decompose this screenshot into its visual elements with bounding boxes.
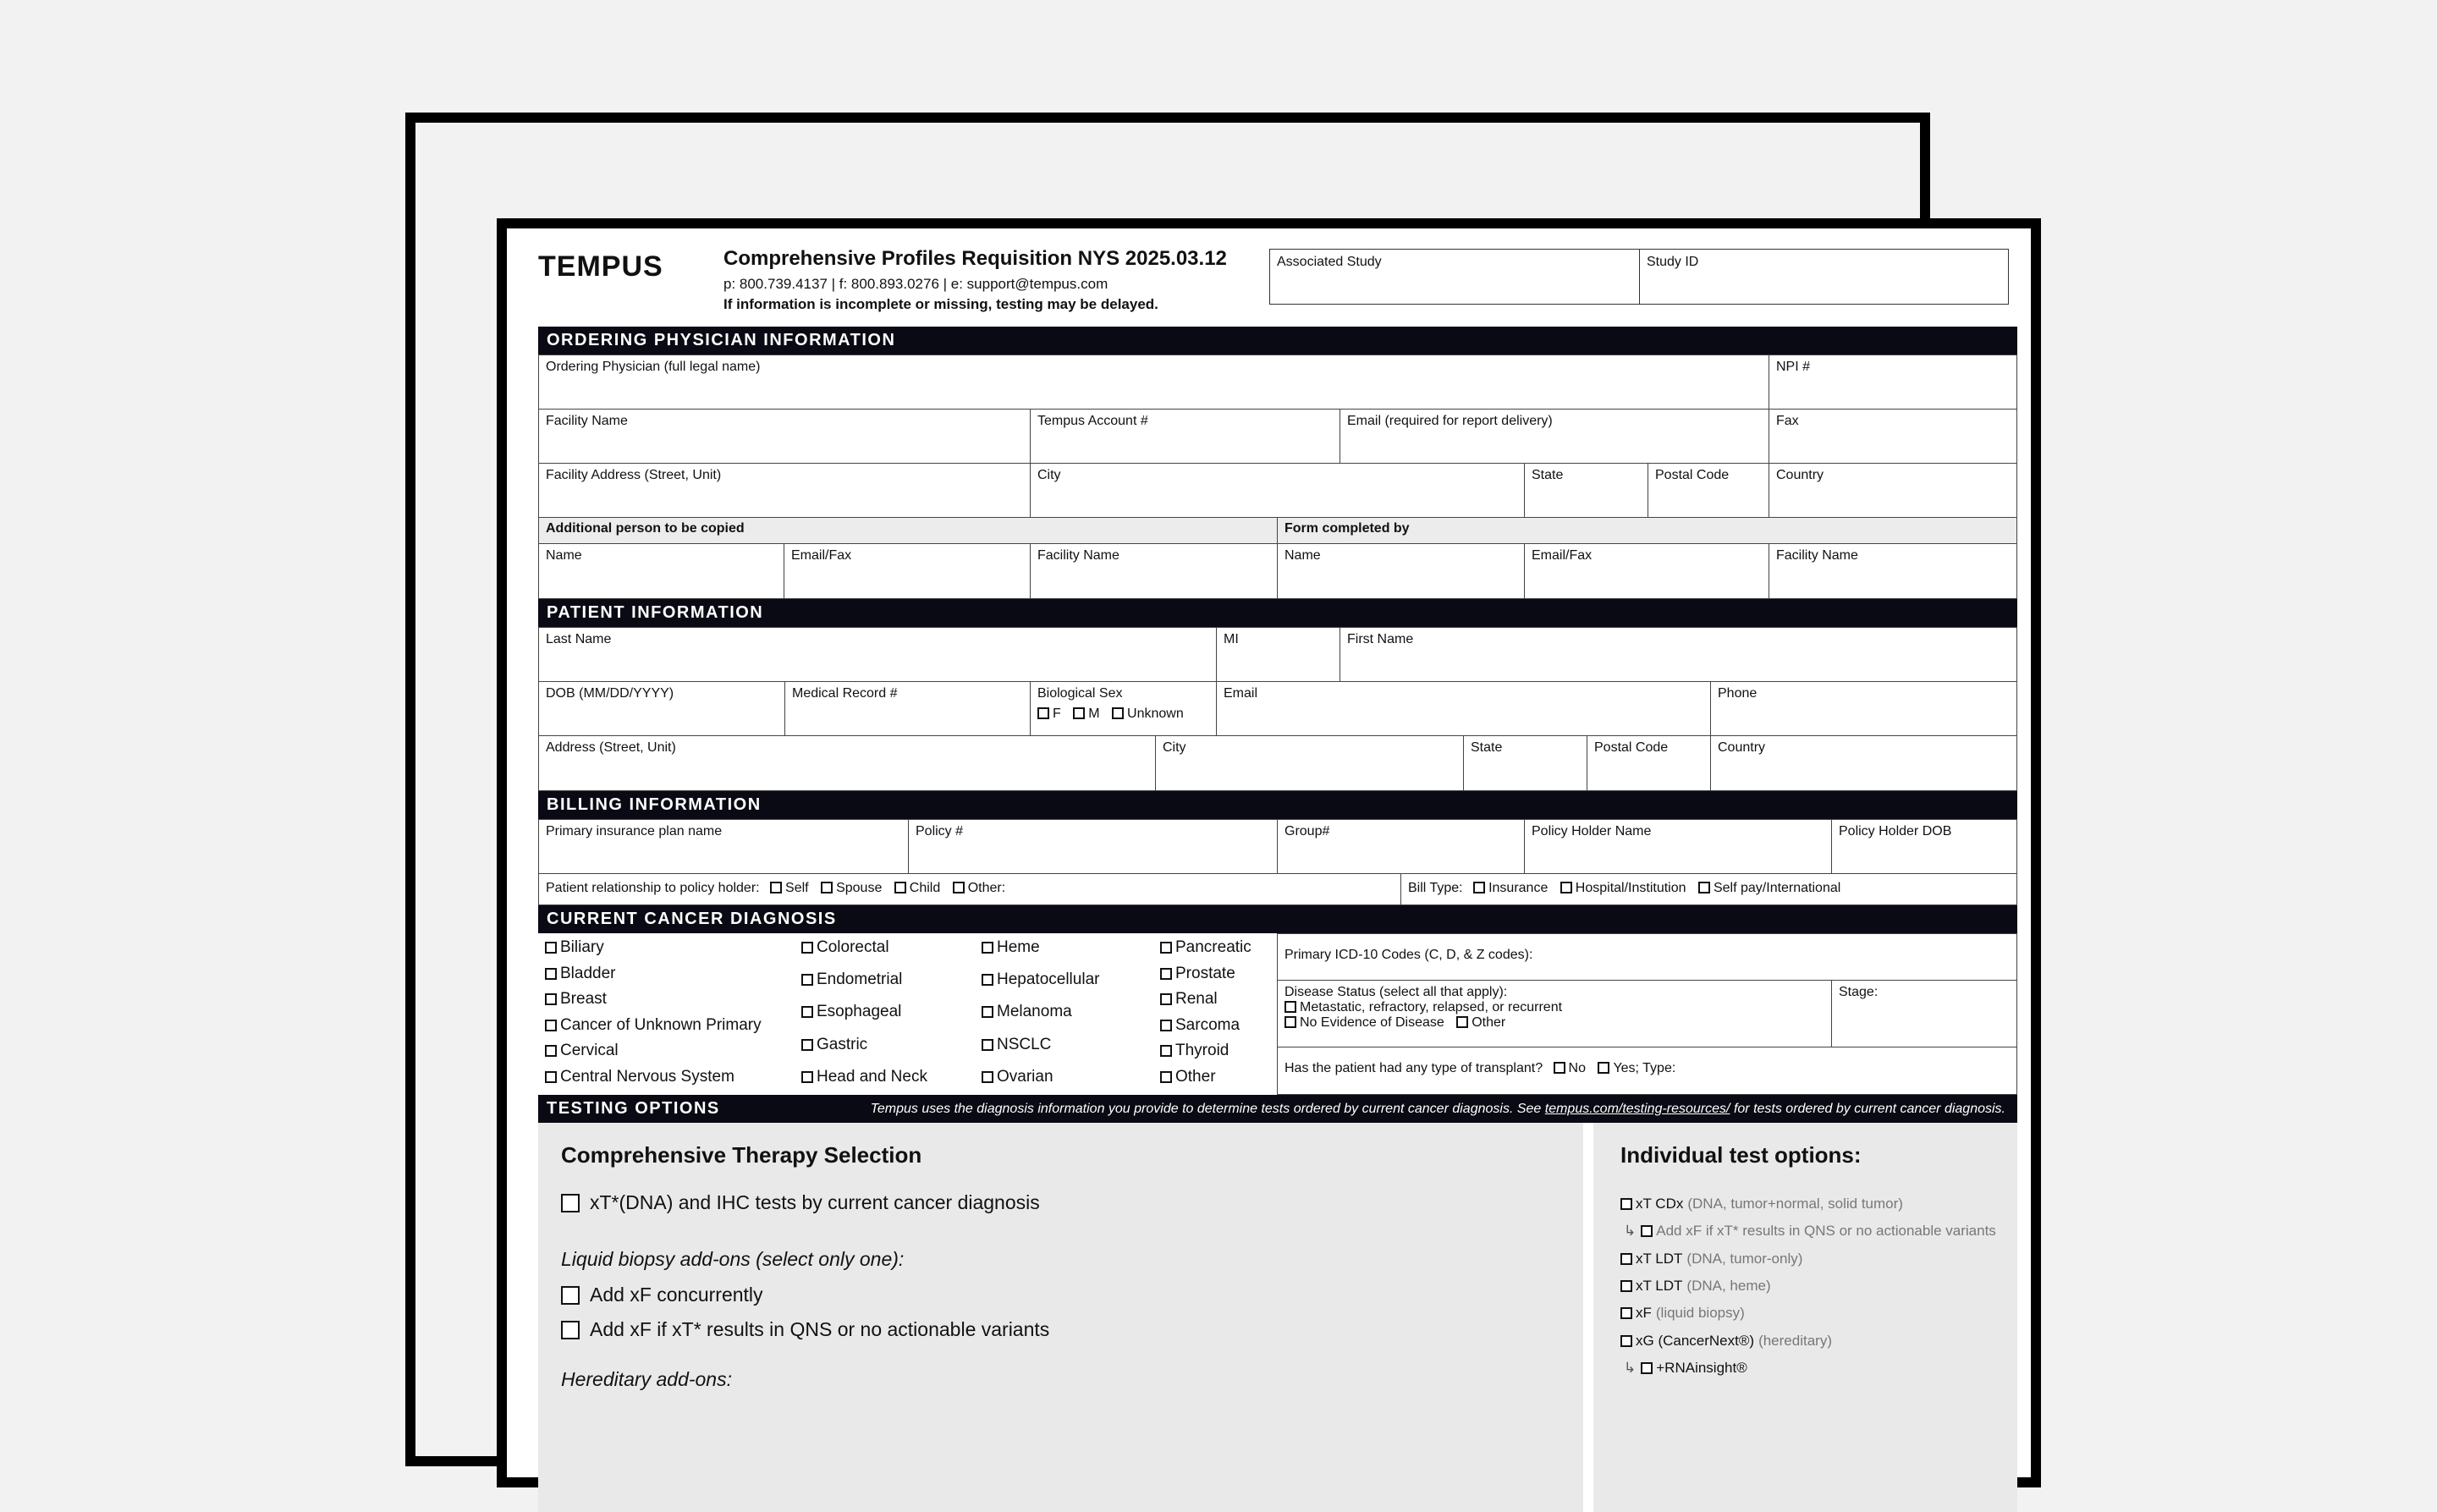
facility-postal-code-label: Postal Code — [1655, 468, 1730, 482]
facility-name-field[interactable] — [538, 409, 1031, 464]
add-xf-concurrently-option[interactable] — [561, 1284, 763, 1306]
policy-holder-name-field[interactable] — [1524, 819, 1832, 874]
physician-email-field[interactable] — [1340, 409, 1769, 464]
bill-insurance-option[interactable] — [1473, 881, 1548, 896]
cc-facility-label: Facility Name — [1037, 548, 1119, 563]
individual-test-option[interactable] — [1620, 1196, 1903, 1212]
diagnosis-option[interactable] — [1160, 1042, 1229, 1060]
incomplete-warning: If information is incomplete or missing, testing may be delayed. — [723, 296, 1158, 312]
diagnosis-label: Bladder — [560, 964, 616, 982]
diagnosis-checkbox[interactable] — [1160, 993, 1172, 1005]
status-metastatic-label: Metastatic, refractory, relapsed, or recurrent — [1300, 1000, 1563, 1014]
facility-postal-code-field[interactable] — [1648, 463, 1769, 518]
diagnosis-option[interactable] — [1160, 1016, 1240, 1035]
diagnosis-option[interactable] — [1160, 965, 1235, 983]
diagnosis-checkbox[interactable] — [545, 942, 557, 954]
cc-name-label: Name — [546, 548, 582, 563]
diagnosis-checkbox[interactable] — [801, 942, 813, 954]
bill-hospital-option[interactable] — [1560, 881, 1686, 896]
policy-number-label: Policy # — [916, 824, 964, 838]
form-title: Comprehensive Profiles Requisition NYS 2025.03.12 — [723, 247, 1227, 270]
diagnosis-checkbox[interactable] — [1160, 1020, 1172, 1031]
completed-email-fax-field[interactable] — [1524, 543, 1769, 599]
status-other-option[interactable] — [1456, 1015, 1505, 1031]
individual-test-checkbox[interactable] — [1641, 1225, 1653, 1237]
facility-city-field[interactable] — [1030, 463, 1525, 518]
biological-sex-field — [1030, 681, 1217, 736]
completed-facility-field[interactable] — [1769, 543, 2017, 599]
completed-name-field[interactable] — [1277, 543, 1525, 599]
diagnosis-checkbox[interactable] — [801, 974, 813, 986]
patient-city-label: City — [1163, 740, 1186, 755]
individual-test-option[interactable] — [1624, 1223, 1996, 1240]
insurance-plan-label: Primary insurance plan name — [546, 824, 723, 838]
cc-facility-field[interactable] — [1030, 543, 1278, 599]
testing-options-area — [538, 1123, 2017, 1512]
diagnosis-checkbox[interactable] — [1160, 1071, 1172, 1083]
diagnosis-label: Cervical — [560, 1042, 619, 1060]
diagnosis-option[interactable] — [1160, 1068, 1216, 1086]
diagnosis-checkbox[interactable] — [545, 968, 557, 980]
transplant-yes-checkbox[interactable] — [1598, 1062, 1609, 1074]
patient-email-field[interactable] — [1216, 681, 1711, 736]
diagnosis-checkbox[interactable] — [545, 1020, 557, 1031]
xt-ihc-label: xT*(DNA) and IHC tests by current cancer diagnosis — [590, 1191, 1040, 1213]
diagnosis-checkbox[interactable] — [801, 1039, 813, 1051]
diagnosis-checkbox[interactable] — [545, 993, 557, 1005]
diagnosis-option[interactable] — [982, 1003, 1072, 1021]
rel-spouse-label: Spouse — [836, 881, 883, 895]
rel-self-label: Self — [785, 881, 809, 895]
diagnosis-label: Prostate — [1175, 964, 1235, 982]
disease-status-label: Disease Status (select all that apply): — [1285, 985, 1508, 999]
facility-state-label: State — [1532, 468, 1564, 482]
diagnosis-label: NSCLC — [997, 1035, 1052, 1053]
diagnosis-option[interactable] — [982, 1068, 1053, 1086]
individual-tests-panel — [1593, 1123, 2017, 1512]
diagnosis-label: Pancreatic — [1175, 938, 1252, 956]
sex-unknown-option[interactable] — [1112, 707, 1184, 722]
diagnosis-label: Melanoma — [997, 1003, 1072, 1021]
tempus-logo: TEMPUS — [538, 250, 663, 283]
requisition-form-page — [497, 218, 2041, 1487]
bill-selfpay-label: Self pay/International — [1713, 881, 1841, 895]
section-billing-information: BILLING INFORMATION — [538, 791, 2017, 819]
testing-resources-link[interactable]: tempus.com/testing-resources/ — [1544, 1102, 1730, 1116]
add-xf-concurrently-checkbox[interactable] — [561, 1286, 580, 1305]
bill-insurance-label: Insurance — [1488, 881, 1549, 895]
rel-child-checkbox[interactable] — [894, 882, 906, 893]
patient-city-field[interactable] — [1155, 735, 1464, 791]
section-cancer-diagnosis: CURRENT CANCER DIAGNOSIS — [538, 905, 2017, 933]
patient-postal-code-label: Postal Code — [1594, 740, 1669, 755]
individual-test-option[interactable] — [1620, 1278, 1771, 1295]
phone-field[interactable] — [1710, 681, 2017, 736]
insurance-plan-field[interactable] — [538, 819, 909, 874]
transplant-no-label: No — [1568, 1061, 1586, 1075]
npi-label: NPI # — [1776, 360, 1811, 374]
patient-postal-code-field[interactable] — [1587, 735, 1711, 791]
tempus-account-field[interactable] — [1030, 409, 1340, 464]
rel-other-label: Other: — [967, 881, 1006, 895]
status-metastatic-checkbox[interactable] — [1285, 1001, 1296, 1013]
diagnosis-checkbox[interactable] — [982, 942, 993, 954]
phone-label: Phone — [1718, 686, 1758, 701]
section-ordering-physician: ORDERING PHYSICIAN INFORMATION — [538, 327, 2017, 355]
status-metastatic-option[interactable] — [1285, 1000, 1824, 1015]
medical-record-label: Medical Record # — [792, 686, 898, 701]
policy-holder-name-label: Policy Holder Name — [1532, 824, 1652, 838]
diagnosis-option[interactable] — [545, 1016, 762, 1035]
diagnosis-label: Colorectal — [817, 938, 889, 956]
diagnosis-label: Head and Neck — [817, 1067, 927, 1086]
policy-holder-dob-label: Policy Holder DOB — [1839, 824, 1952, 838]
rel-spouse-checkbox[interactable] — [821, 882, 833, 893]
mi-field[interactable] — [1216, 627, 1340, 682]
dob-field[interactable] — [538, 681, 785, 736]
patient-state-field[interactable] — [1463, 735, 1587, 791]
dob-label: DOB (MM/DD/YYYY) — [546, 686, 674, 701]
transplant-no-checkbox[interactable] — [1554, 1062, 1565, 1074]
icd-codes-field[interactable] — [1277, 933, 2017, 981]
diagnosis-label: Heme — [997, 938, 1040, 956]
xt-ihc-checkbox[interactable] — [561, 1194, 580, 1212]
completed-email-fax-label: Email/Fax — [1532, 548, 1593, 563]
diagnosis-label: Central Nervous System — [560, 1068, 734, 1086]
diagnosis-label: Breast — [560, 990, 607, 1009]
individual-test-checkbox[interactable] — [1620, 1307, 1632, 1319]
group-number-field[interactable] — [1277, 819, 1525, 874]
patient-country-label: Country — [1718, 740, 1766, 755]
bill-type-row — [1400, 873, 2017, 905]
sex-f-label: F — [1053, 707, 1061, 721]
patient-state-label: State — [1471, 740, 1503, 755]
individual-test-name: xT LDT — [1636, 1250, 1683, 1267]
individual-test-option[interactable] — [1620, 1333, 1832, 1350]
individual-test-note: (DNA, tumor+normal, solid tumor) — [1687, 1196, 1903, 1212]
diagnosis-checklist — [538, 933, 1278, 1095]
individual-test-name: xT LDT — [1636, 1277, 1683, 1294]
diagnosis-label: Renal — [1175, 990, 1218, 1009]
completed-name-label: Name — [1285, 548, 1321, 563]
study-id-field[interactable] — [1640, 250, 2010, 304]
diagnosis-label: Esophageal — [817, 1003, 902, 1021]
individual-test-option[interactable] — [1624, 1360, 1752, 1377]
diagnosis-label: Ovarian — [997, 1067, 1053, 1086]
transplant-yes-option[interactable] — [1598, 1061, 1675, 1076]
diagnosis-checkbox[interactable] — [982, 1071, 993, 1083]
comprehensive-therapy-panel — [538, 1123, 1583, 1512]
diagnosis-checkbox[interactable] — [801, 1006, 813, 1018]
first-name-field[interactable] — [1340, 627, 2017, 682]
patient-country-field[interactable] — [1710, 735, 2017, 791]
status-other-label: Other — [1472, 1015, 1506, 1030]
bill-selfpay-option[interactable] — [1698, 881, 1840, 896]
diagnosis-option[interactable] — [982, 1036, 1051, 1054]
individual-title: Individual test options: — [1620, 1142, 1862, 1168]
study-id-label: Study ID — [1647, 255, 1699, 269]
sex-m-label: M — [1088, 707, 1100, 721]
transplant-question: Has the patient had any type of transplant? — [1285, 1061, 1543, 1075]
sex-unknown-label: Unknown — [1127, 707, 1184, 721]
section-testing-options — [538, 1095, 2017, 1123]
diagnosis-option[interactable] — [801, 970, 902, 989]
diagnosis-option[interactable] — [545, 1042, 619, 1060]
status-ned-label: No Evidence of Disease — [1300, 1015, 1444, 1030]
cc-email-fax-label: Email/Fax — [791, 548, 852, 563]
testing-note-post: for tests ordered by current cancer diagnosis. — [1730, 1102, 2005, 1116]
diagnosis-label: Sarcoma — [1175, 1015, 1241, 1034]
policy-number-field[interactable] — [908, 819, 1278, 874]
form-completed-by-header: Form completed by — [1277, 517, 2017, 544]
cc-name-field[interactable] — [538, 543, 784, 599]
diagnosis-option[interactable] — [801, 1068, 927, 1086]
diagnosis-option[interactable] — [545, 965, 616, 983]
fax-label: Fax — [1776, 414, 1799, 428]
add-xf-qns-label: Add xF if xT* results in QNS or no actionable variants — [590, 1318, 1050, 1340]
diagnosis-checkbox[interactable] — [982, 1006, 993, 1018]
testing-note-pre: Tempus uses the diagnosis information you provide to determine tests ordered by current cancer diagnosis. See — [870, 1102, 1545, 1116]
testing-divider — [1583, 1123, 1593, 1512]
biological-sex-label: Biological Sex — [1037, 686, 1123, 701]
facility-state-field[interactable] — [1524, 463, 1648, 518]
diagnosis-option[interactable] — [1160, 990, 1218, 1009]
individual-test-option[interactable] — [1620, 1305, 1745, 1322]
individual-test-checkbox[interactable] — [1641, 1362, 1653, 1374]
facility-country-label: Country — [1776, 468, 1824, 482]
relationship-label: Patient relationship to policy holder: — [546, 881, 760, 895]
diagnosis-option[interactable] — [801, 1036, 867, 1054]
facility-country-field[interactable] — [1769, 463, 2017, 518]
section-patient-information: PATIENT INFORMATION — [538, 599, 2017, 627]
individual-test-checkbox[interactable] — [1620, 1335, 1632, 1347]
rel-spouse-option[interactable] — [821, 881, 882, 896]
testing-options-note — [871, 1095, 2005, 1123]
cc-email-fax-field[interactable] — [784, 543, 1031, 599]
individual-test-name: xG (CancerNext®) — [1636, 1332, 1755, 1349]
icd-codes-label: Primary ICD-10 Codes (C, D, & Z codes): — [1285, 948, 1533, 962]
patient-address-field[interactable] — [538, 735, 1156, 791]
diagnosis-option[interactable] — [545, 1068, 734, 1086]
diagnosis-checkbox[interactable] — [1160, 968, 1172, 980]
fax-field[interactable] — [1769, 409, 2017, 464]
transplant-no-option[interactable] — [1554, 1061, 1586, 1076]
relationship-row — [538, 873, 1401, 905]
bill-type-label: Bill Type: — [1408, 881, 1463, 895]
transplant-row — [1277, 1047, 2017, 1095]
diagnosis-checkbox[interactable] — [545, 1071, 557, 1083]
diagnosis-option[interactable] — [1160, 938, 1252, 957]
liquid-addons-heading: Liquid biopsy add-ons (select only one): — [561, 1248, 905, 1270]
sex-f-option[interactable] — [1037, 707, 1061, 722]
transplant-yes-label: Yes; Type: — [1613, 1061, 1676, 1075]
status-ned-option[interactable] — [1285, 1015, 1444, 1031]
disease-status-field — [1277, 980, 1832, 1047]
diagnosis-option[interactable] — [982, 938, 1040, 957]
rel-child-option[interactable] — [894, 881, 940, 896]
patient-address-label: Address (Street, Unit) — [546, 740, 676, 755]
policy-holder-dob-field[interactable] — [1831, 819, 2017, 874]
bill-selfpay-checkbox[interactable] — [1698, 882, 1710, 893]
diagnosis-label: Hepatocellular — [997, 970, 1100, 989]
individual-test-checkbox[interactable] — [1620, 1198, 1632, 1210]
diagnosis-option[interactable] — [801, 1003, 901, 1021]
ordering-physician-label: Ordering Physician (full legal name) — [546, 360, 761, 374]
status-other-checkbox[interactable] — [1456, 1016, 1468, 1028]
contact-info: p: 800.739.4137 | f: 800.893.0276 | e: support@tempus.com — [723, 276, 1108, 292]
facility-address-label: Facility Address (Street, Unit) — [546, 468, 722, 482]
individual-test-name: xT CDx — [1636, 1196, 1684, 1212]
physician-email-label: Email (required for report delivery) — [1347, 414, 1553, 428]
individual-test-note: (hereditary) — [1758, 1332, 1832, 1349]
hereditary-addons-heading: Hereditary add-ons: — [561, 1368, 732, 1390]
individual-test-checkbox[interactable] — [1620, 1280, 1632, 1292]
patient-email-label: Email — [1224, 686, 1258, 701]
tempus-account-label: Tempus Account # — [1037, 414, 1148, 428]
individual-test-note: (DNA, heme) — [1686, 1277, 1771, 1294]
sub-option-arrow-icon: ↳ — [1624, 1223, 1637, 1240]
diagnosis-checkbox[interactable] — [801, 1071, 813, 1083]
sex-m-option[interactable] — [1073, 707, 1099, 722]
diagnosis-label: Thyroid — [1175, 1042, 1230, 1060]
diagnosis-checkbox[interactable] — [982, 1039, 993, 1051]
group-number-label: Group# — [1285, 824, 1330, 838]
diagnosis-label: Biliary — [560, 938, 604, 956]
add-xf-concurrently-label: Add xF concurrently — [590, 1284, 763, 1306]
rel-child-label: Child — [909, 881, 941, 895]
sex-f-checkbox[interactable] — [1037, 707, 1049, 719]
sex-unknown-checkbox[interactable] — [1112, 707, 1124, 719]
individual-test-note: (liquid biopsy) — [1655, 1305, 1745, 1322]
stage-field[interactable] — [1831, 980, 2017, 1047]
add-xf-qns-checkbox[interactable] — [561, 1321, 580, 1339]
medical-record-field[interactable] — [784, 681, 1031, 736]
rel-self-option[interactable] — [770, 881, 809, 896]
testing-options-heading: TESTING OPTIONS — [547, 1099, 720, 1118]
stage-label: Stage: — [1839, 985, 1879, 999]
xt-ihc-option[interactable] — [561, 1191, 1040, 1214]
diagnosis-checkbox[interactable] — [545, 1045, 557, 1057]
sub-option-arrow-icon: ↳ — [1624, 1359, 1637, 1376]
associated-study-field[interactable] — [1270, 250, 1640, 304]
last-name-field[interactable] — [538, 627, 1217, 682]
diagnosis-option[interactable] — [982, 970, 1099, 989]
comprehensive-title: Comprehensive Therapy Selection — [561, 1142, 922, 1168]
completed-facility-label: Facility Name — [1776, 548, 1858, 563]
individual-test-checkbox[interactable] — [1620, 1253, 1632, 1265]
diagnosis-label: Endometrial — [817, 970, 903, 989]
additional-person-header: Additional person to be copied — [538, 517, 1278, 544]
individual-test-name: +RNAinsight® — [1656, 1359, 1747, 1376]
status-ned-checkbox[interactable] — [1285, 1016, 1296, 1028]
bill-hospital-label: Hospital/Institution — [1575, 881, 1686, 895]
associated-study-label: Associated Study — [1277, 255, 1382, 269]
rel-other-option[interactable] — [953, 881, 1005, 896]
first-name-label: First Name — [1347, 632, 1414, 646]
facility-address-field[interactable] — [538, 463, 1031, 518]
diagnosis-label: Other — [1175, 1068, 1216, 1086]
rel-other-checkbox[interactable] — [953, 882, 965, 893]
diagnosis-label: Gastric — [817, 1035, 868, 1053]
diagnosis-checkbox[interactable] — [1160, 942, 1172, 954]
diagnosis-option[interactable] — [545, 990, 607, 1009]
diagnosis-option[interactable] — [545, 938, 604, 957]
individual-test-note: (DNA, tumor-only) — [1686, 1250, 1803, 1267]
bill-insurance-checkbox[interactable] — [1473, 882, 1485, 893]
last-name-label: Last Name — [546, 632, 612, 646]
individual-test-option[interactable] — [1620, 1251, 1802, 1267]
diagnosis-checkbox[interactable] — [1160, 1045, 1172, 1057]
facility-city-label: City — [1037, 468, 1061, 482]
ordering-physician-field[interactable] — [538, 355, 1769, 410]
study-box — [1269, 249, 2009, 305]
individual-test-note: Add xF if xT* results in QNS or no actionable variants — [1656, 1223, 1996, 1240]
mi-label: MI — [1224, 632, 1239, 646]
facility-name-label: Facility Name — [546, 414, 628, 428]
diagnosis-label: Cancer of Unknown Primary — [560, 1015, 762, 1034]
rel-self-checkbox[interactable] — [770, 882, 782, 893]
individual-test-name: xF — [1636, 1305, 1652, 1322]
bill-hospital-checkbox[interactable] — [1560, 882, 1572, 893]
npi-field[interactable] — [1769, 355, 2017, 410]
diagnosis-option[interactable] — [801, 938, 889, 957]
diagnosis-checkbox[interactable] — [982, 974, 993, 986]
add-xf-qns-option[interactable] — [561, 1318, 1049, 1341]
sex-m-checkbox[interactable] — [1073, 707, 1085, 719]
